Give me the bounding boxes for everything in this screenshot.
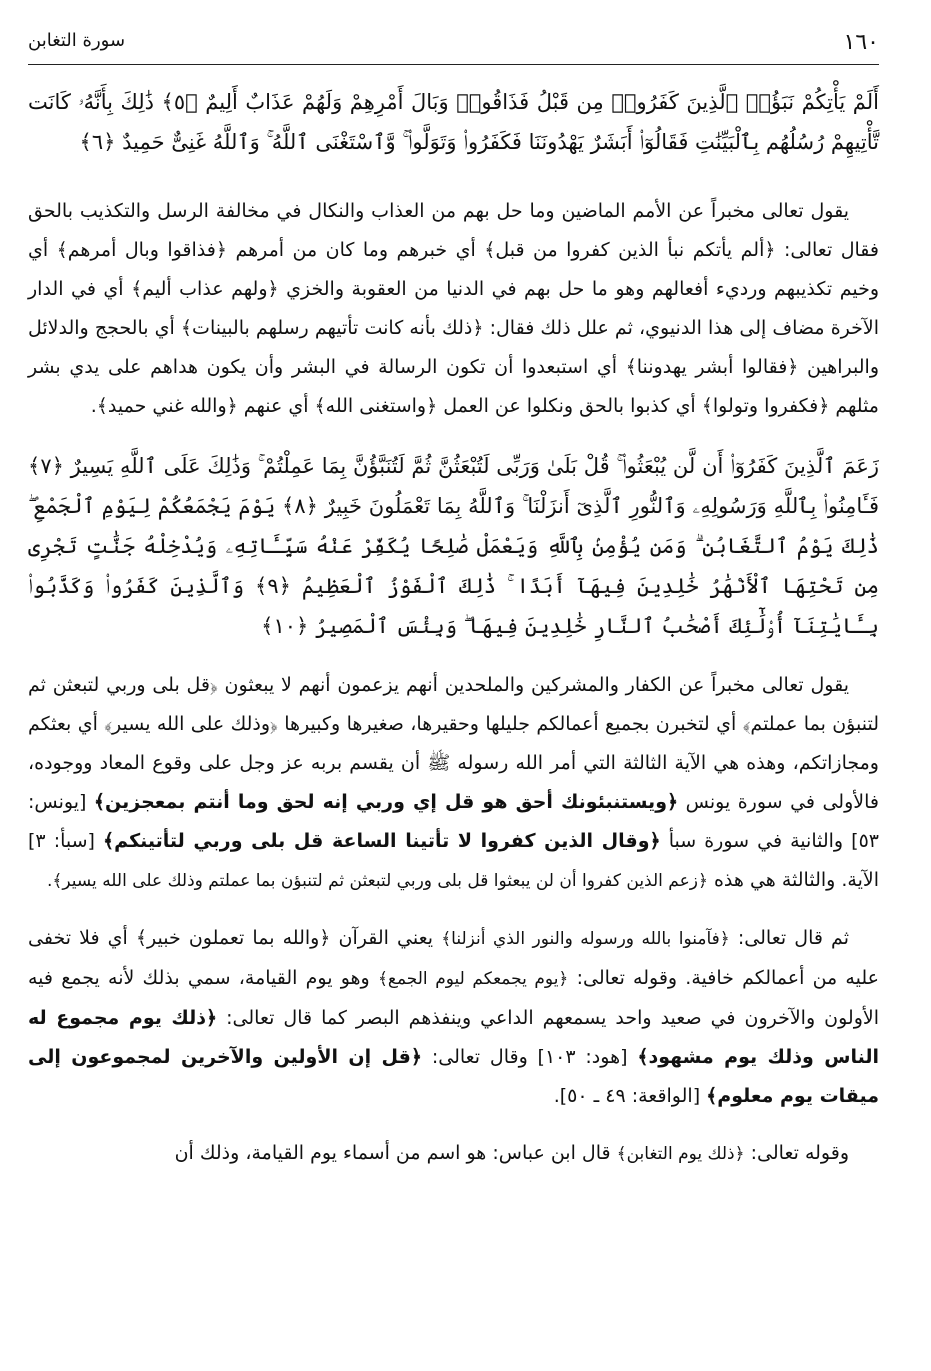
para-3-text-b: يعني القرآن ﴿والله بما تعملون خبير﴾ أي فلا تخفى عليه من أعمالكم خافية. وقوله تعالى: — [28, 927, 879, 989]
tafsir-paragraph-2 — [28, 666, 879, 901]
para-3-text-d: [هود: ١٠٣] وقال تعالى: — [431, 1046, 628, 1068]
para-3-quote-yawm-yajmaukum: ﴿يوم يجمعكم ليوم الجمع﴾ — [377, 969, 569, 989]
tafsir-paragraph-1: يقول تعالى مخبراً عن الأمم الماضين وما حل بهم من العذاب والنكال في مخالفة الرسل والتكذيب بالحق فقال تعالى: ﴿ألم يأتكم نبأ الذين كفروا من قبل﴾ أي خبرهم وما كان من أمرهم ﴿فذاقوا وبال أمرهم﴾ أي وخيم تكذيبهم ورديء أفعالهم وهو ما حل بهم في الدنيا من العقوبة والخزي ﴿ولهم عذاب أليم﴾ أي في الدار الآخرة مضاف إلى هذا الدنيوي، ثم علل ذلك فقال: ﴿ذلك بأنه كانت تأتيهم رسلهم بالبينات﴾ أي بالحجج والدلائل والبراهين ﴿فقالوا أبشر يهدوننا﴾ أي استبعدوا أن تكون الرسالة في البشر وأن يكون هداهم على يدي بشر مثلهم ﴿فكفروا وتولوا﴾ أي كذبوا بالحق ونكلوا عن العمل ﴿واستغنى الله﴾ أي عنهم ﴿والله غني حميد﴾. — [28, 200, 879, 417]
tafsir-paragraph-3 — [28, 919, 879, 1116]
para-2-quote-zaam: ﴿زعم الذين كفروا أن لن يبعثوا قل بلى وربي لتبعثن ثم لتنبؤن بما عملتم وذلك على الله يسير﴾. — [47, 871, 708, 891]
para-3-text-e: [الواقعة: ٤٩ ـ ٥٠]. — [553, 1085, 701, 1107]
book-page — [28, 30, 879, 1361]
header-rule — [28, 64, 879, 65]
para-3-text-c: وهو يوم القيامة، سمي بذلك لأنه يجمع فيه الأولون والآخرون في صعيد واحد يسمعهم الداعي وينفذهم البصر كما قال تعالى: — [28, 967, 879, 1029]
para-4-text-b: قال ابن عباس: هو اسم من أسماء يوم القيامة، وذلك أن — [174, 1142, 611, 1164]
para-4-quote-taghabun: ﴿ذلك يوم التغابن﴾ — [616, 1144, 745, 1164]
para-2-text-b: [يونس: ٥٣] والثانية في سورة سبأ — [28, 791, 879, 852]
quran-verses-5-6: أَلَمْ يَأْتِكُمْ نَبَؤُا۟ ٱلَّذِينَ كَفَرُوا۟ مِن قَبْلُ فَذَاقُوا۟ وَبَالَ أَمْرِهِمْ وَلَهُمْ عَذَابٌ أَلِيمٌ ﴿٥﴾ ذَٰلِكَ بِأَنَّهُۥ كَانَت تَّأْتِيهِمْ رُسُلُهُم بِٱلْبَيِّنَٰتِ فَقَالُوٓا۟ أَبَشَرٌ يَهْدُونَنَا فَكَفَرُوا۟ وَتَوَلَّوا۟ ۚ وَّٱسْتَغْنَى ٱللَّهُ ۚ وَٱللَّهُ غَنِىٌّ حَمِيدٌ ﴿٦﴾ — [28, 90, 879, 154]
para-3-quote-faaminu: ﴿فآمنوا بالله ورسوله والنور الذي أنزلنا﴾ — [441, 929, 730, 949]
page-content — [28, 82, 879, 1174]
para-3-citation-hud: ﴿ذلك يوم مجموع له الناس وذلك يوم مشهود﴾ — [28, 1007, 880, 1068]
para-4-text-a: وقوله تعالى: — [750, 1142, 849, 1164]
tafsir-paragraph-4 — [28, 1134, 879, 1174]
para-2-citation-saba: ﴿وقال الذين كفروا لا تأتينا الساعة قل بلى وربي لتأتينكم﴾ — [103, 830, 661, 852]
quran-verses-7-10: زَعَمَ ٱلَّذِينَ كَفَرُوٓا۟ أَن لَّن يُبْعَثُوا۟ ۚ قُلْ بَلَىٰ وَرَبِّى لَتُبْعَثُنَّ ثُمَّ لَتُنَبَّؤُنَّ بِمَا عَمِلْتُمْ ۚ وَذَٰلِكَ عَلَى ٱللَّهِ يَسِيرٌ ﴿٧﴾ فَـَٔامِنُوا۟ بِٱللَّهِ وَرَسُولِهِۦ وَٱلنُّورِ ٱلَّذِىٓ أَنزَلْنَا ۚ وَٱللَّهُ بِمَا تَعْمَلُونَ خَبِيرٌ ﴿٨﴾ يَوْمَ يَجْمَعُكُمْ لِيَوْمِ ٱلْجَمْعِ ۖ ذَٰلِكَ يَوْمُ ٱلتَّغَابُنِ ۗ وَمَن يُؤْمِنۢ بِٱللَّهِ وَيَعْمَلْ صَٰلِحًا يُكَفِّرْ عَنْهُ سَيِّـَٔاتِهِۦ وَيُدْخِلْهُ جَنَّٰتٍ تَجْرِى مِن تَحْتِهَا ٱلْأَنْهَٰرُ خَٰلِدِينَ فِيهَآ أَبَدًا ۚ ذَٰلِكَ ٱلْفَوْزُ ٱلْعَظِيمُ ﴿٩﴾ وَٱلَّذِينَ كَفَرُوا۟ وَكَذَّبُوا۟ بِـَٔايَٰتِنَآ أُو۟لَٰٓئِكَ أَصْحَٰبُ ٱلنَّارِ خَٰلِدِينَ فِيهَا ۖ وَبِئْسَ ٱلْمَصِيرُ ﴿١٠﴾ — [28, 454, 879, 638]
para-3-citation-waqia: ﴿قل إن الأولين والآخرين لمجموعون إلى ميقات يوم معلوم﴾ — [28, 1046, 879, 1107]
para-2-text-c: [سبأ: ٣] الآية. والثالثة هي هذه — [28, 830, 879, 891]
page-number: ١٦٠ — [843, 30, 879, 55]
surah-title: سورة التغابن — [28, 30, 126, 51]
para-2-text-a: يقول تعالى مخبراً عن الكفار والمشركين والملحدين أنهم يزعمون أنهم لا يبعثون ﴿قل بلى وربي لتبعثن ثم لتنبؤن بما عملتم﴾ أي لتخبرن بجميع أعمالكم جليلها وحقيرها، صغيرها وكبيرها ﴿وذلك على الله يسير﴾ أي بعثكم ومجازاتكم، وهذه هي الآية الثالثة التي أمر الله رسوله ﷺ أن يقسم بربه عز وجل على وقوع المعاد ووجوده، فالأولى في سورة يونس — [28, 674, 879, 813]
running-header — [28, 30, 879, 60]
para-2-citation-yunus: ﴿ويستنبئونك أحق هو قل إي وربي إنه لحق وما أنتم بمعجزين﴾ — [93, 791, 679, 813]
para-3-text-a: ثم قال تعالى: — [737, 927, 849, 949]
